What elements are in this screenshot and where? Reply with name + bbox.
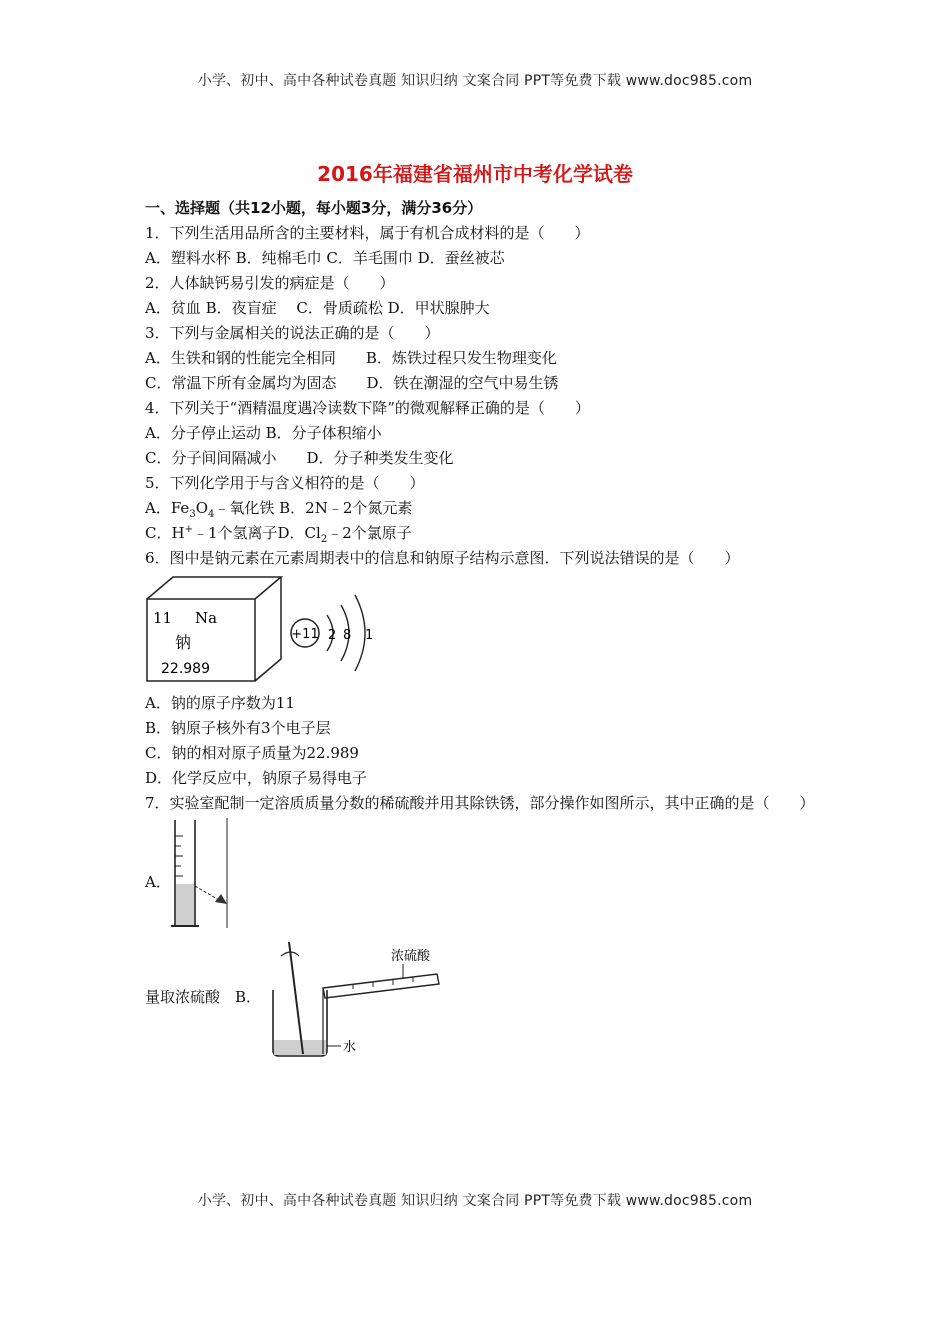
beaker-water [274, 1040, 326, 1055]
q2-options: A．贫血 B．夜盲症 C．骨质疏松 D．甲状腺肿大 [145, 299, 490, 317]
sodium-figure [145, 575, 815, 685]
q5-c-rest: ﹣2个氯原子 [327, 524, 412, 542]
q3-stem: 3．下列与金属相关的说法正确的是（ ） [145, 324, 440, 342]
q5-c-prefix: C．H [145, 524, 185, 542]
q6-option-b: B．钠原子核外有3个电子层 [145, 719, 331, 737]
label-concentrated-acid: 浓硫酸 [391, 949, 431, 964]
q4-options-cd: C．分子间间隔减小 D．分子种类发生变化 [145, 449, 454, 467]
q5-a-rest: ﹣氧化铁 B．2N﹣2个氮元素 [214, 499, 413, 517]
shell-arc-3 [355, 595, 365, 671]
q5-a-prefix: A．Fe [145, 499, 190, 517]
atomic-number: 11 [153, 609, 173, 627]
page-footer: 小学、初中、高中各种试卷真题 知识归纳 文案合同 PPT等免费下载 www.doc985.com [197, 1193, 753, 1209]
atom-structure [291, 595, 373, 671]
q2-stem: 2．人体缺钙易引发的病症是（ ） [145, 274, 395, 292]
q4-options-ab: A．分子停止运动 B．分子体积缩小 [145, 424, 382, 442]
element-name: 钠 [175, 633, 192, 652]
q6-stem: 6．图中是钠元素在元素周期表中的信息和钠原子结构示意图．下列说法错误的是（ ） [145, 549, 740, 567]
q5-options-ab [145, 496, 815, 521]
q7-option-a-label: A． [145, 873, 171, 891]
label-water: 水 [343, 1040, 357, 1055]
q7-option-b-figure [145, 934, 815, 1062]
q6-option-d: D．化学反应中，钠原子易得电子 [145, 769, 368, 787]
q6-option-c: C．钠的相对原子质量为22.989 [145, 744, 359, 762]
graduated-cylinder-illustration [165, 816, 275, 934]
q1-stem: 1．下列生活用品所含的主要材料，属于有机合成材料的是（ ） [145, 224, 590, 242]
exam-content [145, 196, 815, 1062]
atomic-mass: 22.989 [161, 661, 210, 677]
q7-option-a-figure [145, 816, 815, 934]
q5-a-sub2: 4 [208, 509, 215, 520]
q5-stem: 5．下列化学用于与含义相符的是（ ） [145, 474, 425, 492]
glass-rod [289, 942, 303, 1054]
dilution-illustration [263, 934, 443, 1062]
page-header: 小学、初中、高中各种试卷真题 知识归纳 文案合同 PPT等免费下载 www.doc985.com [197, 73, 753, 89]
q1-options: A．塑料水杯 B．纯棉毛巾 C．羊毛围巾 D．蚕丝被芯 [145, 249, 505, 267]
q5-a-sub1: 3 [189, 509, 196, 520]
q7-stem: 7．实验室配制一定溶质质量分数的稀硫酸并用其除铁锈，部分操作如图所示，其中正确的是（ ） [145, 794, 815, 812]
shell-1-count: 2 [328, 628, 337, 643]
acid-cylinder [323, 974, 439, 998]
q5-c-mid: ﹣1个氢离子D．Cl [192, 524, 321, 542]
q6-option-a: A．钠的原子序数为11 [145, 694, 295, 712]
page-title: 2016年福建省福州市中考化学试卷 [317, 162, 633, 186]
q3-options-ab: A．生铁和钢的性能完全相同 B．炼铁过程只发生物理变化 [145, 349, 557, 367]
element-symbol: Na [195, 609, 218, 627]
q7-option-b-label: 量取浓硫酸 B． [145, 988, 262, 1006]
q5-a-mid: O [195, 499, 208, 517]
nucleus-charge: +11 [291, 627, 319, 642]
section-heading: 一、选择题（共12小题，每小题3分，满分36分） [145, 199, 483, 217]
q5-c-sub: 2 [320, 534, 328, 545]
q5-options-cd [145, 521, 815, 546]
q5-c-sup: + [184, 524, 193, 535]
sodium-diagram [145, 575, 375, 685]
shell-2-count: 8 [343, 628, 352, 643]
shell-3-count: 1 [365, 628, 374, 643]
q4-stem: 4．下列关于“酒精温度遇冷读数下降”的微观解释正确的是（ ） [145, 399, 590, 417]
q3-options-cd: C．常温下所有金属均为固态 D．铁在潮湿的空气中易生锈 [145, 374, 559, 392]
